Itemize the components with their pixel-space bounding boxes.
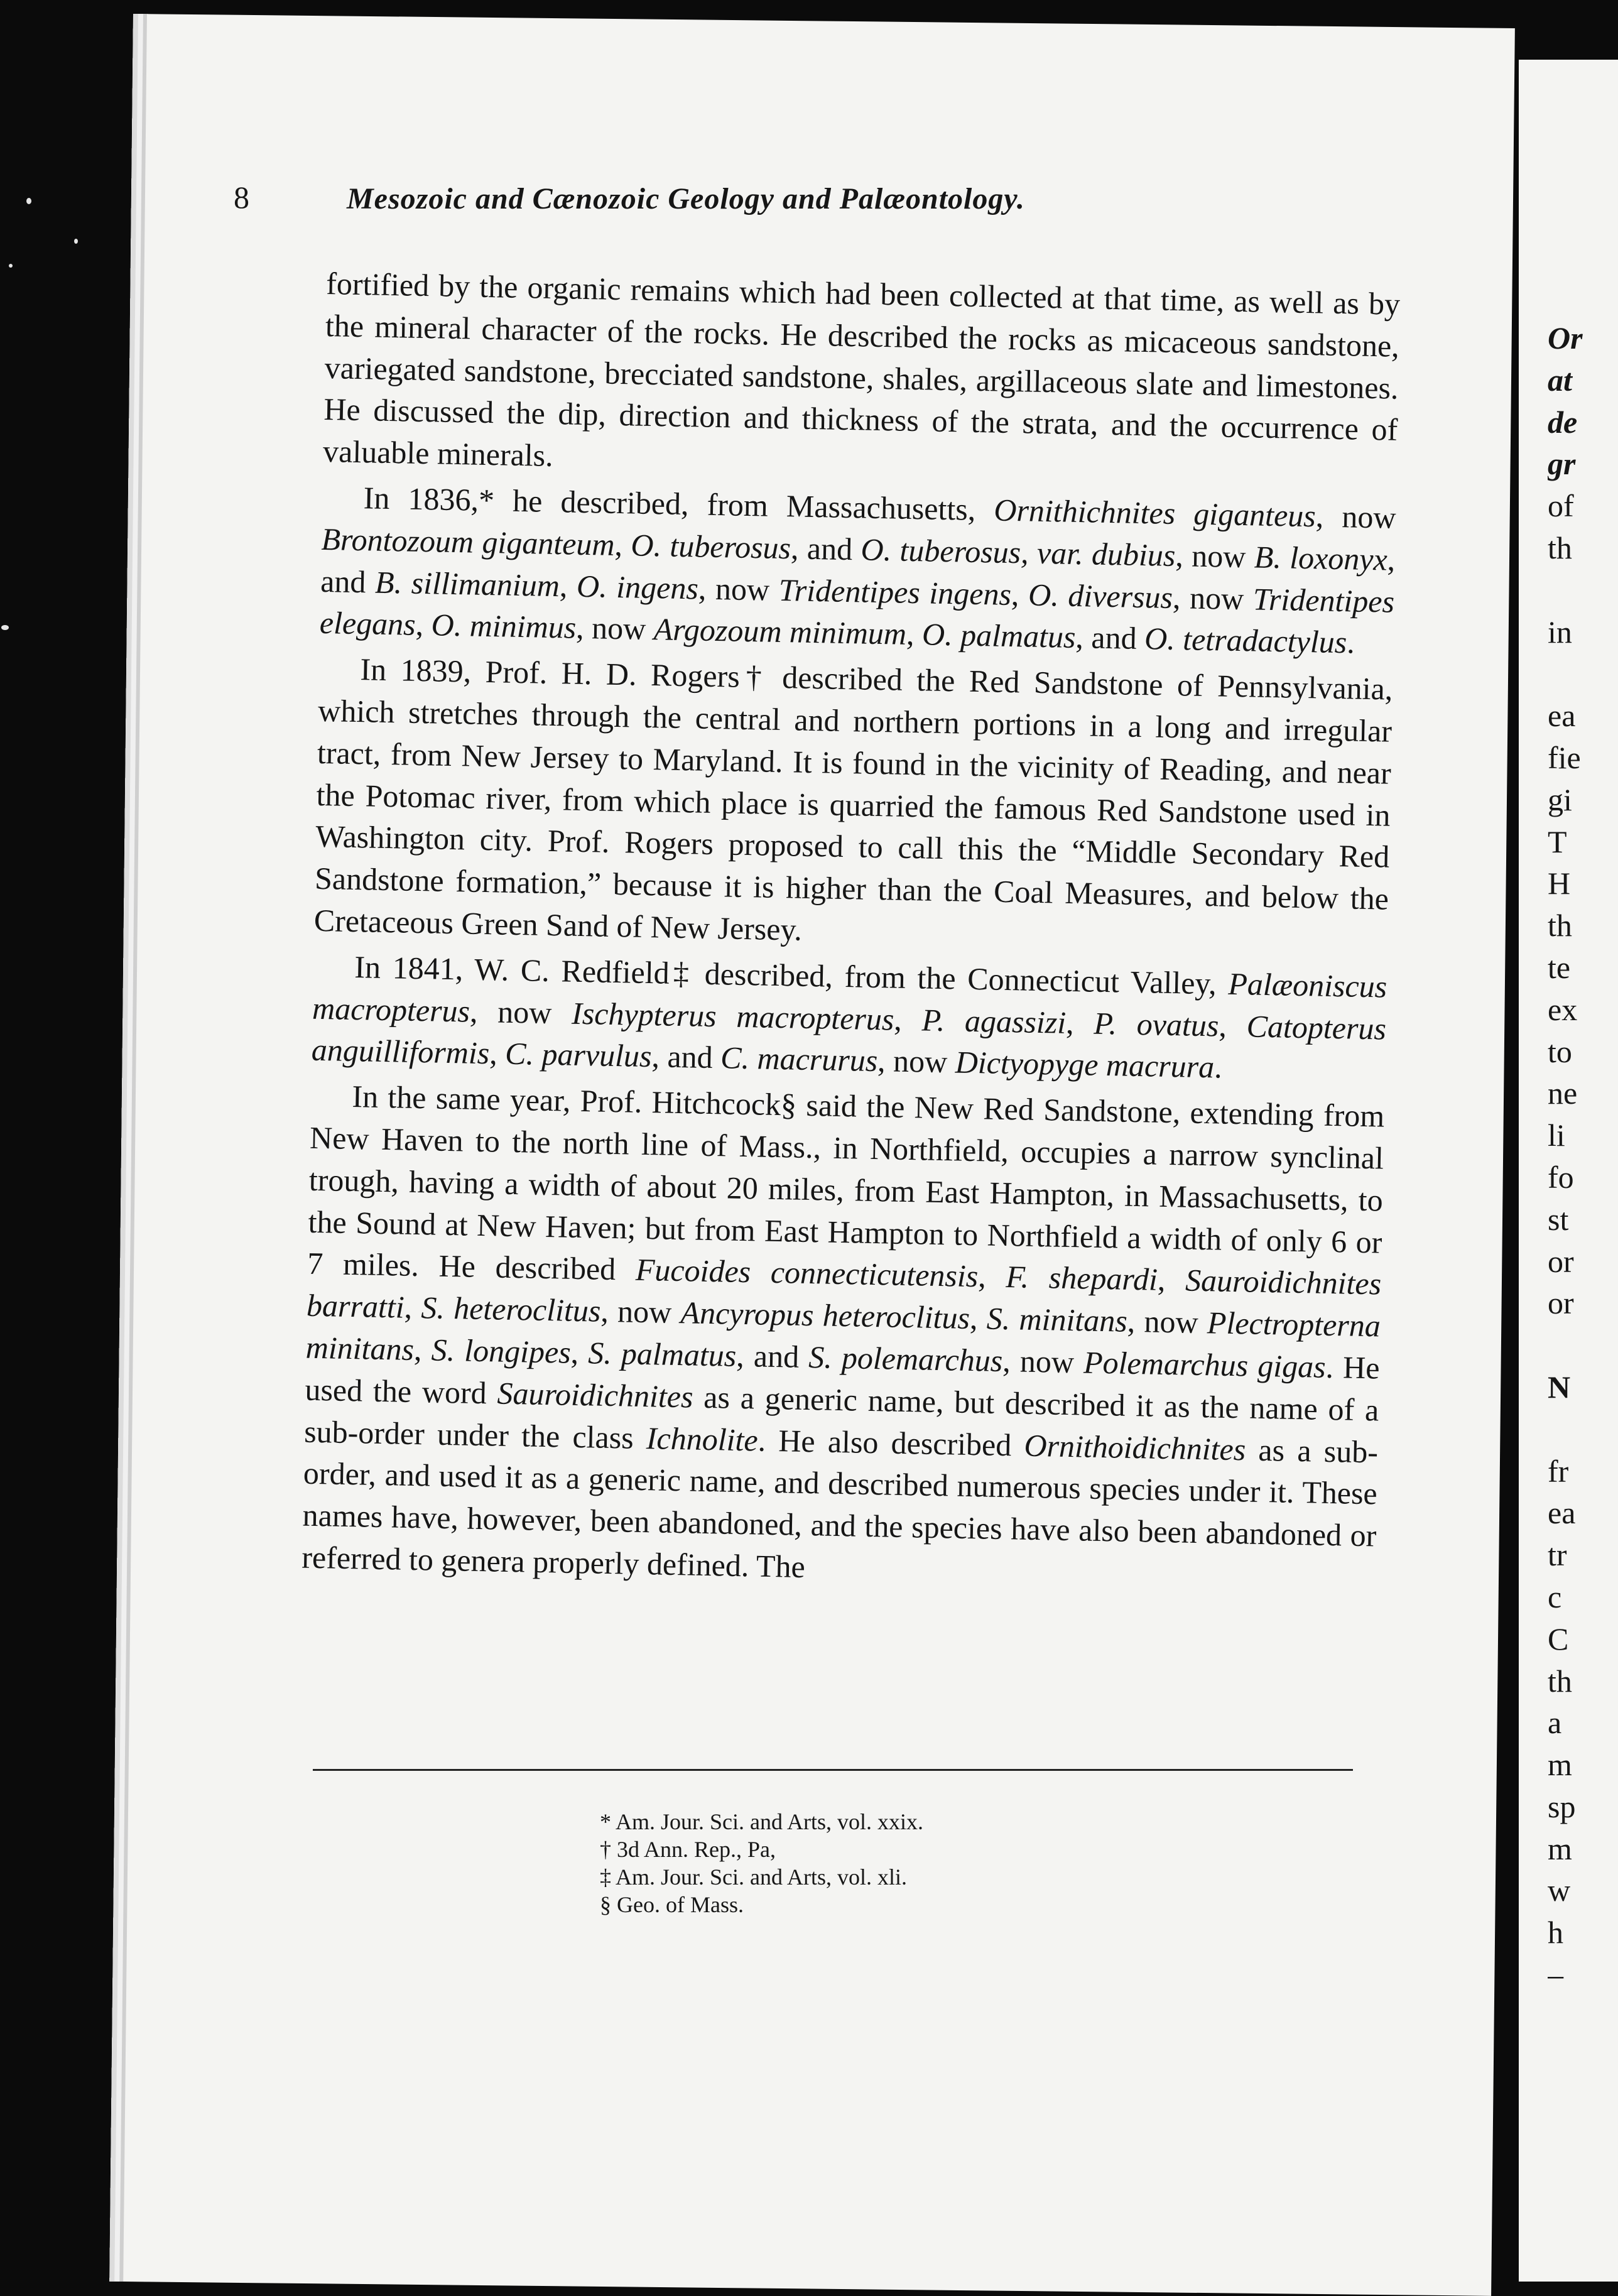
facing-line: H (1548, 866, 1571, 901)
facing-line (1548, 653, 1618, 695)
facing-line: sp (1548, 1788, 1576, 1824)
facing-line: ex (1548, 991, 1578, 1027)
margin-speck (26, 198, 31, 204)
facing-line: or (1548, 1243, 1574, 1279)
running-header (234, 179, 1314, 229)
facing-line (1548, 1408, 1618, 1450)
facing-line: Or (1548, 320, 1583, 356)
facing-line (1548, 1324, 1618, 1366)
facing-line: m (1548, 1747, 1572, 1783)
facing-line: of (1548, 488, 1574, 524)
facing-line: tr (1548, 1537, 1567, 1573)
facing-line: m (1548, 1831, 1572, 1866)
facing-page-fragment (1519, 60, 1618, 2282)
facing-line: C (1548, 1621, 1569, 1657)
running-title: Mesozoic and Cænozoic Geology and Palæontology. (347, 182, 1025, 215)
facing-line: h (1548, 1915, 1563, 1951)
facing-line: T (1548, 824, 1567, 859)
paragraph: In the same year, Prof. Hitchcock§ said the New Red Sandstone, extending from New Haven to the north line of Mass., in Northfield, occupies a narrow synclinal trough, having a width of about 20 miles, from East Hampton, in Massachusetts, to the Sound at New Haven; but from East Hampton to Northfield a width of only 6 or 7 miles. He described Fucoides connecticutensis, F. shepardi, Sauroidichnites barratti, S. heteroclitus, now Ancyropus heteroclitus, S. minitans, now Plectropterna minitans, S. longipes, S. palmatus, and S. polemarchus, now Polemarchus gigas. He used the word Sauroidichnites as a generic name, but described it as the name of a sub-order under the class Ichnolite. He also described Ornithoidichnites as a sub-order, and used it as a generic name, and described numerous species under it. These names have, however, been abandoned, and the species have also been abandoned or referred to genera properly defined. The (301, 1079, 1385, 1584)
facing-line: th (1548, 908, 1572, 944)
paragraph: fortified by the organic remains which had been collected at that time, as well as by the mineral character of the rocks. He described the rocks as micaceous sandstone, variegated sandstone, brecciated sandstone, shales, argillaceous slate and limestones. He discussed the dip, direction and thickness of the strata, and the occurrence of valuable minerals. (322, 265, 1401, 474)
paragraph: In 1841, W. C. Redfield‡ described, from the Connecticut Valley, Palæoniscus macropterus, now Ischypterus macropterus, P. agassizi, P. ovatus, Catopterus anguilliformis, C. parvulus, and C. macrurus, now Dictyopyge macrura. (311, 949, 1387, 1085)
facing-line: ea (1548, 698, 1576, 734)
facing-line: fie (1548, 739, 1581, 775)
margin-speck (1, 625, 9, 630)
facing-line: c (1548, 1579, 1562, 1614)
facing-line: a (1548, 1705, 1562, 1741)
paragraph: In 1836,* he described, from Massachusetts, Ornithichnites giganteus, now Brontozoum giganteum, O. tuberosus, and O. tuberosus, var. dubius, now B. loxonyx, and B. sillimanium, O. ingens, now Tridentipes ingens, O. diversus, now Tridentipes elegans, O. minimus, now Argozoum minimum, O. palmatus, and O. tetradactylus. (319, 480, 1397, 660)
facing-line: de (1548, 404, 1578, 440)
facing-line: th (1548, 1663, 1572, 1699)
facing-line: st (1548, 1201, 1569, 1237)
facing-line: fr (1548, 1453, 1569, 1489)
margin-speck (74, 239, 78, 244)
facing-line: li (1548, 1118, 1565, 1153)
footnote: ‡ Am. Jour. Sci. and Arts, vol. xli. (600, 1864, 908, 1890)
facing-line (1548, 569, 1618, 611)
facing-line: th (1548, 530, 1572, 565)
facing-line: – (1548, 1957, 1563, 1993)
facing-page-text (1548, 317, 1618, 1996)
footnotes (600, 1808, 1165, 1918)
footnote-divider (313, 1769, 1353, 1771)
footnote: § Geo. of Mass. (600, 1892, 744, 1917)
facing-line: N (1548, 1369, 1571, 1405)
margin-speck (9, 264, 13, 268)
facing-line: gr (1548, 446, 1576, 482)
facing-line: w (1548, 1873, 1571, 1908)
facing-line: to (1548, 1033, 1572, 1069)
facing-line: gi (1548, 781, 1572, 817)
main-text (301, 263, 1401, 1599)
paragraph: In 1839, Prof. H. D. Rogers† described the Red Sandstone of Pennsylvania, which stretches through the central and northern portions in a long and irregular tract, from New Jersey to Maryland. It is found in the vicinity of Reading, and near the Potomac river, from which place is quarried the famous Red Sandstone used in Washington city. Prof. Rogers proposed to call this the “Middle Secondary Red Sandstone formation,” because it is higher than the Coal Measures, and below the Cretaceous Green Sand of New Jersey. (313, 651, 1393, 947)
facing-line: ea (1548, 1495, 1576, 1531)
facing-line: te (1548, 949, 1571, 985)
facing-line: at (1548, 362, 1572, 398)
facing-line: fo (1548, 1159, 1574, 1195)
facing-line: in (1548, 614, 1572, 650)
page-number: 8 (234, 180, 249, 215)
facing-line: or (1548, 1285, 1574, 1321)
footnote: * Am. Jour. Sci. and Arts, vol. xxix. (600, 1809, 924, 1834)
footnote: † 3d Ann. Rep., Pa, (600, 1837, 776, 1862)
facing-line: ne (1548, 1075, 1578, 1111)
